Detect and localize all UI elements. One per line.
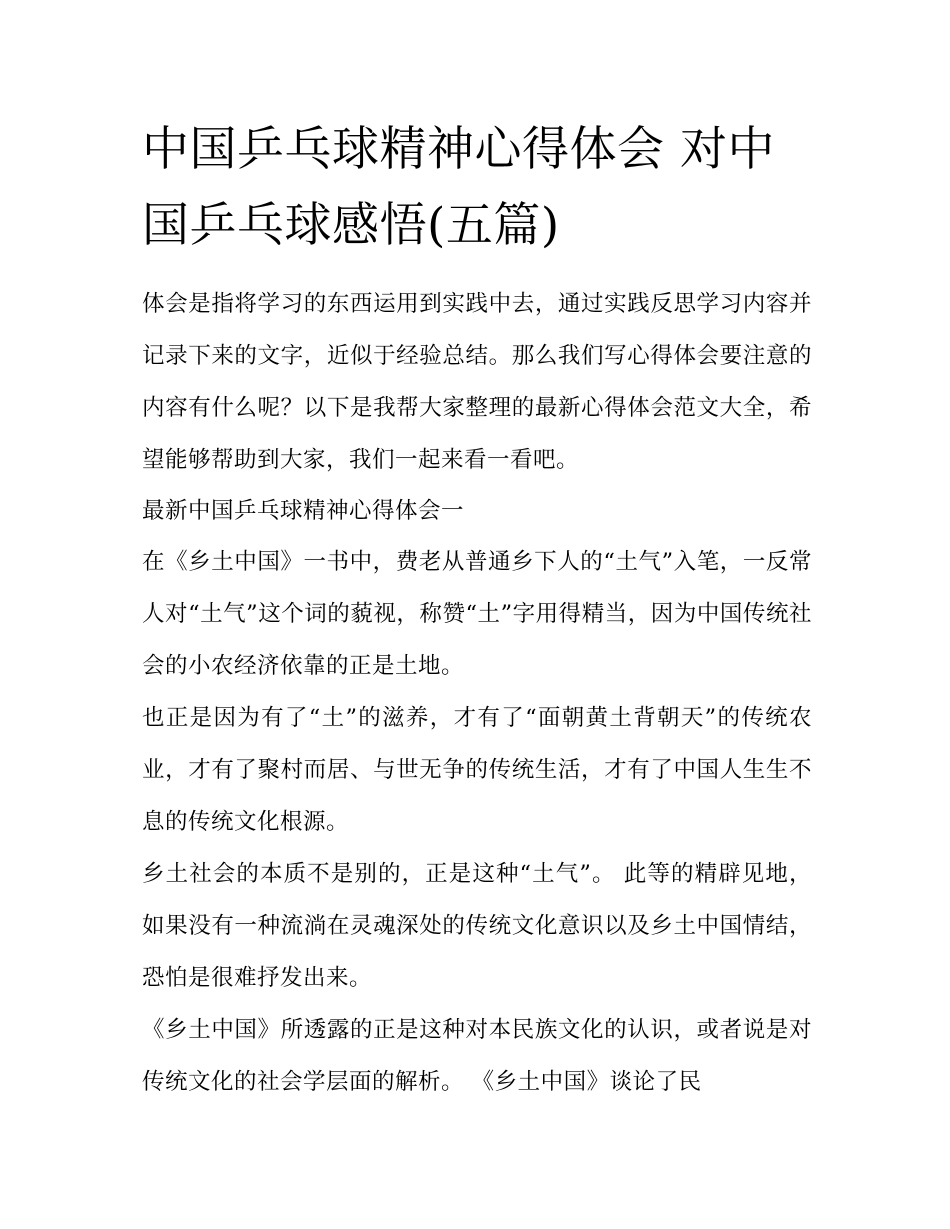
section-heading: 最新中国乒乓球精神心得体会一 <box>142 498 465 524</box>
document-content <box>142 112 812 1108</box>
body-paragraph: 乡土社会的本质不是别的，正是这种“土气”。 此等的精辟见地，如果没有一种流淌在灵魂深处的传统文化意识以及乡土中国情结，恐怕是很难抒发出来。 <box>142 861 812 991</box>
document-body <box>142 278 812 1108</box>
body-paragraph: 《乡土中国》所透露的正是这种对本民族文化的认识，或者说是对传统文化的社会学层面的解析。 《乡土中国》谈论了民 <box>142 1017 812 1095</box>
body-paragraph: 在《乡土中国》一书中，费老从普通乡下人的“土气”入笔，一反常人对“土气”这个词的藐视，称赞“土”字用得精当，因为中国传统社会的小农经济依靠的正是土地。 <box>142 549 812 679</box>
document-title: 中国乒乓球精神心得体会 对中国乒乓球感悟(五篇) <box>142 122 775 253</box>
intro-paragraph: 体会是指将学习的东西运用到实践中去，通过实践反思学习内容并记录下来的文字，近似于经验总结。那么我们写心得体会要注意的内容有什么呢？以下是我帮大家整理的最新心得体会范文大全，希望能够帮助到大家，我们一起来看一看吧。 <box>142 291 812 473</box>
body-paragraph: 也正是因为有了“土”的滋养，才有了“面朝黄土背朝天”的传统农业，才有了聚村而居、与世无争的传统生活，才有了中国人生生不息的传统文化根源。 <box>142 705 812 835</box>
